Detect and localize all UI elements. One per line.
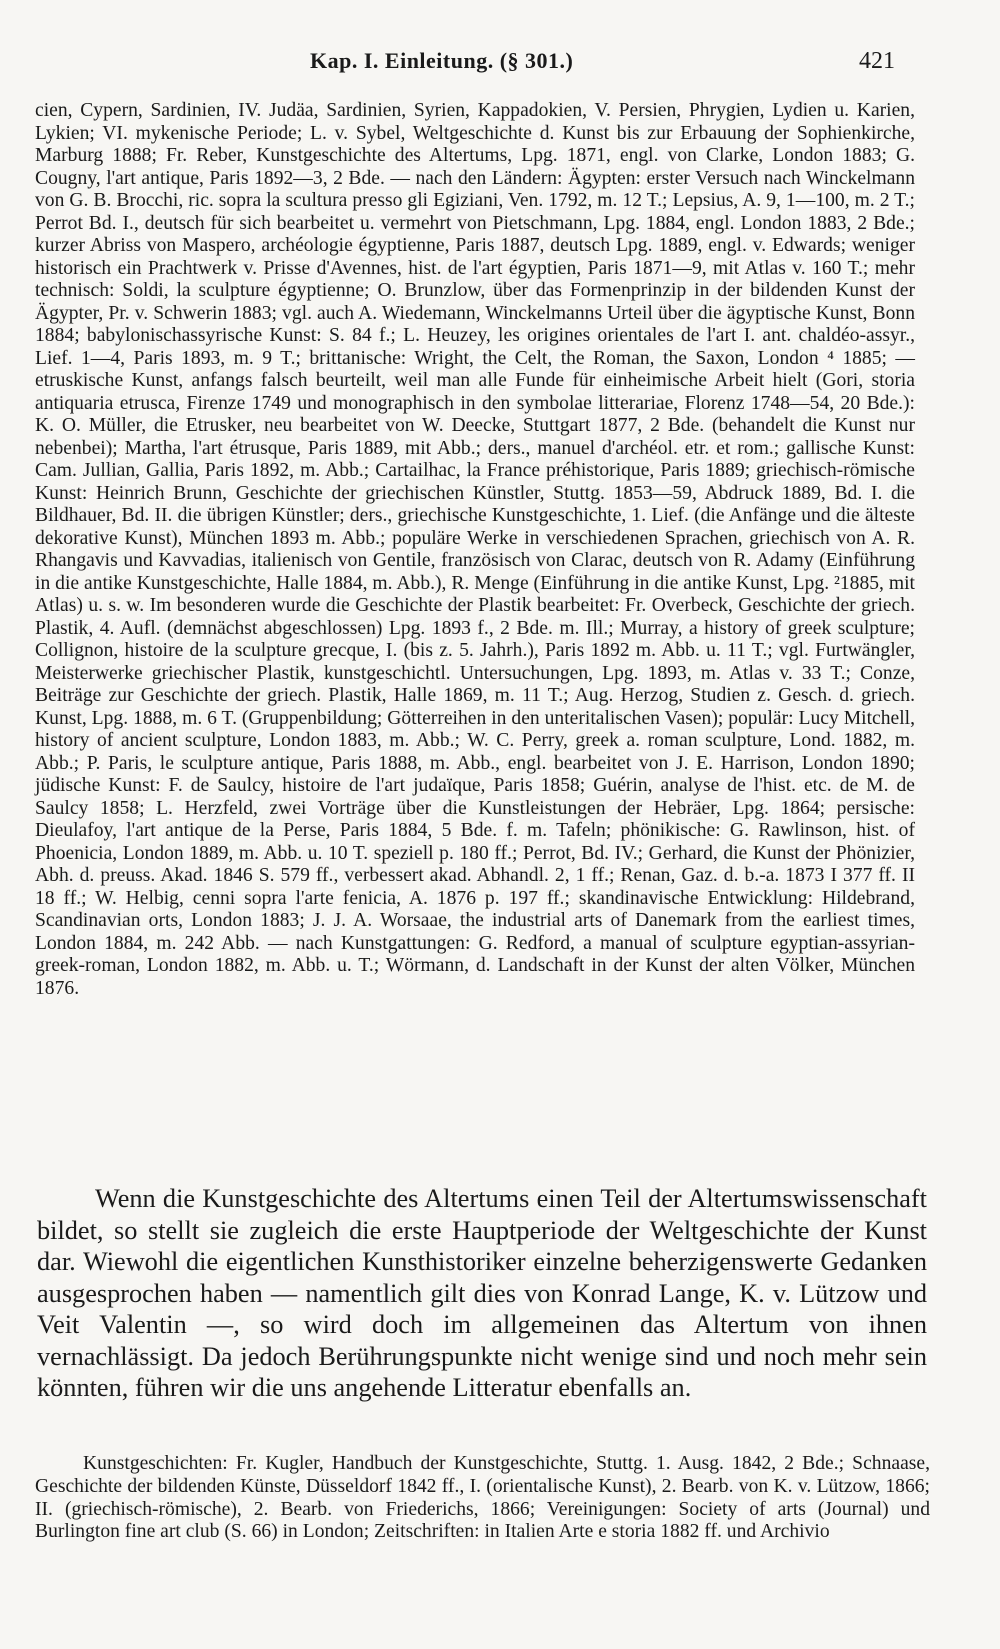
chapter-heading: Kap. I. Einleitung. (§ 301.) <box>310 48 574 73</box>
main-text <box>37 1183 927 1404</box>
running-header <box>300 48 895 78</box>
literature-notes <box>35 1453 930 1544</box>
bibliography-paragraph: cien, Cypern, Sardinien, IV. Judäa, Sardinien, Syrien, Kappadokien, V. Persien, Phrygien, Lydien u. Karien, Lykien; VI. mykenische Periode; L. v. Sybel, Weltgeschichte d. Kunst bis zur Erbauung der Sophienkirche, Marburg 1888; Fr. Reber, Kunstgeschichte des Altertums, Lpg. 1871, engl. von Clarke, London 1883; G. Cougny, l'art antique, Paris 1892—3, 2 Bde. — nach den Ländern: Ägypten: erster Versuch nach Winckelmann von G. B. Brocchi, ric. sopra la scultura presso gli Egiziani, Ven. 1792, m. 12 T.; Lepsius, A. 9, 1—100, m. 2 T.; Perrot Bd. I., deutsch für sich bearbeitet u. vermehrt von Pietschmann, Lpg. 1884, engl. London 1883, 2 Bde.; kurzer Abriss von Maspero, archéologie égyptienne, Paris 1887, deutsch Lpg. 1889, engl. v. Edwards; weniger historisch ein Prachtwerk v. Prisse d'Avennes, hist. de l'art égyptien, Paris 1871—9, mit Atlas v. 160 T.; mehr technisch: Soldi, la sculpture égyptienne; O. Brunzlow, über das Formenprinzip in der bildenden Kunst der Ägypter, Pr. v. Schwerin 1883; vgl. auch A. Wiedemann, Winckelmanns Urteil über die ägyptische Kunst, Bonn 1884; babylonischassyrische Kunst: S. 84 f.; L. Heuzey, les origines orientales de l'art I. ant. chaldéo-assyr., Lief. 1—4, Paris 1893, m. 9 T.; brittanische: Wright, the Celt, the Roman, the Saxon, London ⁴ 1885; — etruskische Kunst, anfangs falsch beurteilt, weil man alle Funde für einheimische Arbeit hielt (Gori, storia antiquaria etrusca, Firenze 1749 und monographisch in den symbolae litterariae, Florenz 1748—54, 20 Bde.): K. O. Müller, die Etrusker, neu bearbeitet von W. Deecke, Stuttgart 1877, 2 Bde. (behandelt die Kunst nur nebenbei); Martha, l'art étrusque, Paris 1889, mit Abb.; ders., manuel d'archéol. etr. et rom.; gallische Kunst: Cam. Jullian, Gallia, Paris 1892, m. Abb.; Cartailhac, la France préhistorique, Paris 1889; griechisch-römische Kunst: Heinrich Brunn, Geschichte der griechischen Künstler, Stuttg. 1853—59, Abdruck 1889, Bd. I. die Bildhauer, Bd. II. die übrigen Künstler; ders., griechische Kunstgeschichte, 1. Lief. (die Anfänge und die älteste dekorative Kunst), München 1893 m. Abb.; populäre Werke in verschiedenen Sprachen, griechisch von A. R. Rhangavis und Kavvadias, italienisch von Gentile, französisch von Clarac, deutsch von R. Adamy (Einführung in die antike Kunstgeschichte, Halle 1884, m. Abb.), R. Menge (Einführung in die antike Kunst, Lpg. ²1885, mit Atlas) u. s. w. Im besonderen wurde die Geschichte der Plastik bearbeitet: Fr. Overbeck, Geschichte der griech. Plastik, 4. Aufl. (demnächst abgeschlossen) Lpg. 1893 f., 2 Bde. m. Ill.; Murray, a history of greek sculpture; Collignon, histoire de la sculpture grecque, I. (bis z. 5. Jahrh.), Paris 1892 m. Abb. u. 11 T.; vgl. Furtwängler, Meisterwerke griechischer Plastik, kunstgeschichtl. Untersuchungen, Lpg. 1893, m. Atlas v. 33 T.; Conze, Beiträge zur Geschichte der griech. Plastik, Halle 1869, m. 11 T.; Aug. Herzog, Studien z. Gesch. d. griech. Kunst, Lpg. 1888, m. 6 T. (Gruppenbildung; Götterreihen in den unteritalischen Vasen); populär: Lucy Mitchell, history of ancient sculpture, London 1883, m. Abb.; W. C. Perry, greek a. roman sculpture, Lond. 1882, m. Abb.; P. Paris, le sculpture antique, Paris 1888, m. Abb., engl. bearbeitet von J. E. Harrison, London 1890; jüdische Kunst: F. de Saulcy, histoire de l'art judaïque, Paris 1858; Guérin, analyse de l'hist. etc. de M. de Saulcy 1858; L. Herzfeld, zwei Vorträge über die Kunstleistungen der Hebräer, Lpg. 1864; persische: Dieulafoy, l'art antique de la Perse, Paris 1884, 5 Bde. f. m. Tafeln; phönikische: G. Rawlinson, hist. of Phoenicia, London 1889, m. Abb. u. 10 T. speziell p. 180 ff.; Perrot, Bd. IV.; Gerhard, die Kunst der Phönizier, Abh. d. preuss. Akad. 1846 S. 579 ff., verbessert akad. Abhandl. 2, 1 ff.; Renan, Gaz. d. b.-a. 1873 I 377 ff. II 18 ff.; W. Helbig, cenni sopra l'arte fenicia, A. 1876 p. 197 ff.; skandinavische Entwicklung: Hildebrand, Scandinavian orts, London 1883; J. J. A. Worsaae, the industrial arts of Danemark from the earliest times, London 1884, m. 242 Abb. — nach Kunstgattungen: G. Redford, a manual of sculpture egyptian-assyrian-greek-roman, London 1882, m. Abb. u. T.; Wörmann, d. Landschaft in der Kunst der alten Völker, München 1876. <box>35 100 915 999</box>
bibliography-notes <box>35 100 915 1000</box>
page-number: 421 <box>859 48 895 74</box>
body-paragraph: Wenn die Kunstgeschichte des Altertums einen Teil der Altertumswissenschaft bildet, so stellt sie zugleich die erste Hauptperiode der Weltgeschichte der Kunst dar. Wiewohl die eigentlichen Kunsthistoriker einzelne beherzigenswerte Gedanken ausgesprochen haben — namentlich gilt dies von Konrad Lange, K. v. Lützow und Veit Valentin —, so wird doch im allgemeinen das Altertum von ihnen vernachlässigt. Da jedoch Berührungspunkte nicht wenige sind und noch mehr sein könnten, führen wir die uns angehende Litteratur ebenfalls an. <box>37 1184 927 1402</box>
literature-paragraph: Kunstgeschichten: Fr. Kugler, Handbuch der Kunstgeschichte, Stuttg. 1. Ausg. 1842, 2 Bde.; Schnaase, Geschichte der bildenden Künste, Düsseldorf 1842 ff., I. (orientalische Kunst), 2. Bearb. von K. v. Lützow, 1866; II. (griechisch-römische), 2. Bearb. von Friederichs, 1866; Vereinigungen: Society of arts (Journal) und Burlington fine art club (S. 66) in London; Zeitschriften: in Italien Arte e storia 1882 ff. und Archivio <box>35 1453 930 1543</box>
